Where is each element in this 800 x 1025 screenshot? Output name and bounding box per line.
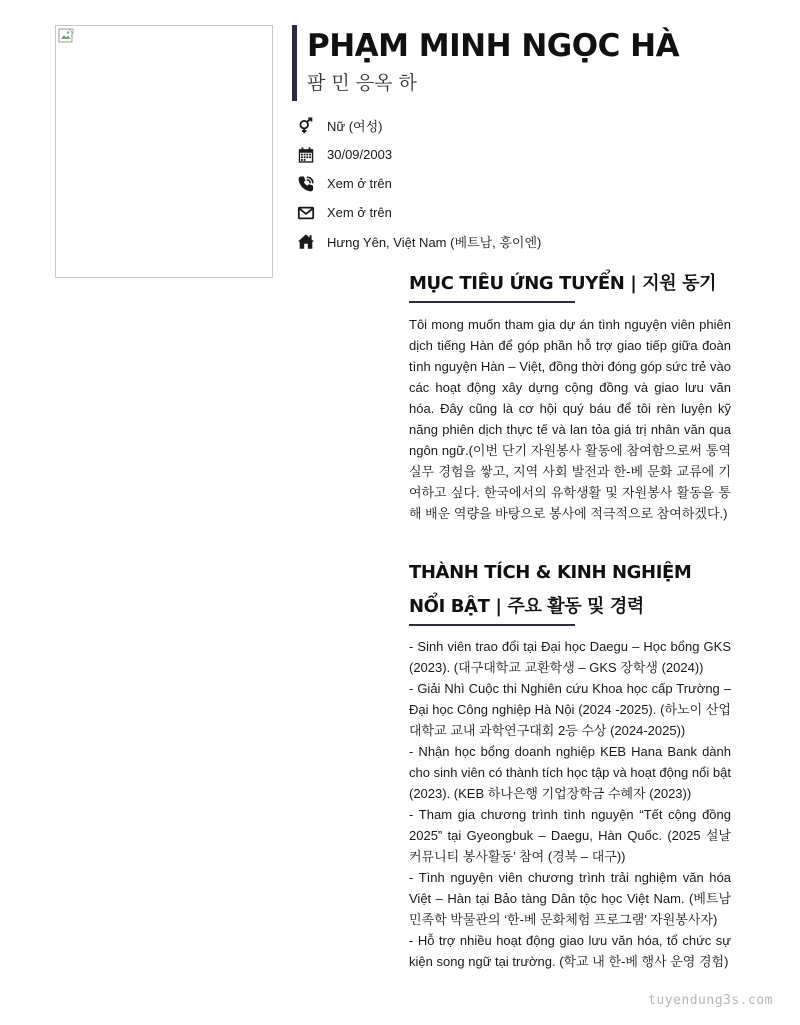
contact-list	[296, 111, 756, 256]
contact-phone	[296, 169, 756, 198]
list-item: - Nhận học bổng doanh nghiệp KEB Hana Bank dành cho sinh viên có thành tích học tập và hoạt động nổi bật (2023). (KEB 하나은행 기업장학금 수혜자 (2023))	[409, 744, 731, 801]
contact-phone-text: Xem ở trên	[327, 176, 392, 191]
contact-birthdate	[296, 140, 756, 169]
list-item: - Tình nguyện viên chương trình trải nghiệm văn hóa Việt – Hàn tại Bảo tàng Dân tộc học Việt Nam. (베트남 민족학 박물관의 ‘한-베 문화체험 프로그램’ 자원봉사자)	[409, 870, 731, 927]
list-item: - Tham gia chương trình tình nguyện “Tết cộng đồng 2025” tại Gyeongbuk – Daegu, Hàn Quốc. (2025 설날 커뮤니티 봉사활동’ 참여 (경북 – 대구))	[409, 807, 731, 864]
objective-body: Tôi mong muốn tham gia dự án tình nguyện viên phiên dịch tiếng Hàn để góp phần hỗ trợ giao tiếp giữa đoàn tình nguyện Hàn – Việt, đồng thời đóng góp sức trẻ vào các hoạt động xây dựng cộng đồng và giao lưu văn hóa. Đây cũng là cơ hội quý báu để tôi rèn luyện kỹ năng phiên dịch thực tế và lan tỏa giá trị nhân văn qua ngôn ngữ.(이번 단기 자원봉사 활동에 참여함으로써 통역 실무 경험을 쌓고, 지역 사회 발전과 한-베 문화 교류에 기여하고 싶다. 한국에서의 유학생활 및 자원봉사 활동을 통해 배운 역량을 바탕으로 봉사에 적극적으로 참여하겠다.)	[409, 317, 731, 521]
achievements-section	[409, 556, 731, 972]
contact-gender	[296, 111, 756, 140]
contact-gender-text: Nữ (여성)	[327, 119, 383, 134]
contact-birthdate-text: 30/09/2003	[327, 147, 393, 162]
calendar-icon	[296, 145, 316, 165]
objective-title-underline	[409, 301, 575, 303]
list-item: - Sinh viên trao đổi tại Đại học Daegu – Học bổng GKS (2023). (대구대학교 교환학생 – GKS 장학생 (2024))	[409, 639, 731, 675]
gender-icon	[296, 116, 316, 136]
site-watermark: tuyendung3s.com	[648, 993, 773, 1008]
full-name: PHẠM MINH NGỌC HÀ	[307, 28, 680, 64]
contact-address-text: Hưng Yên, Việt Nam (베트남, 흥이엔)	[327, 235, 542, 250]
envelope-icon	[296, 203, 316, 223]
achievements-list	[409, 636, 731, 972]
full-name-korean: 팜 민 응옥 하	[307, 72, 417, 94]
list-item: - Giải Nhì Cuộc thi Nghiên cứu Khoa học cấp Trường – Đại học Công nghiệp Hà Nội (2024 -2025). (하노이 산업대학교 교내 과학연구대회 2등 수상 (2024-2025))	[409, 681, 731, 738]
list-item: - Hỗ trợ nhiều hoạt động giao lưu văn hóa, tổ chức sự kiện song ngữ tại trường. (학교 내 한-베 행사 운영 경험)	[409, 933, 731, 969]
achievements-title: THÀNH TÍCH & KINH NGHIỆM NỔI BẬT | 주요 활동 및 경력	[409, 562, 692, 617]
contact-email	[296, 198, 756, 227]
achievements-title-underline	[409, 624, 575, 626]
name-header	[292, 25, 752, 101]
objective-section	[409, 267, 731, 524]
contact-email-text: Xem ở trên	[327, 205, 392, 220]
contact-address	[296, 227, 756, 256]
phone-icon	[296, 174, 316, 194]
home-icon	[296, 232, 316, 252]
broken-image-icon	[58, 28, 74, 44]
profile-photo	[55, 25, 273, 278]
objective-title: MỤC TIÊU ỨNG TUYỂN | 지원 동기	[409, 273, 717, 294]
